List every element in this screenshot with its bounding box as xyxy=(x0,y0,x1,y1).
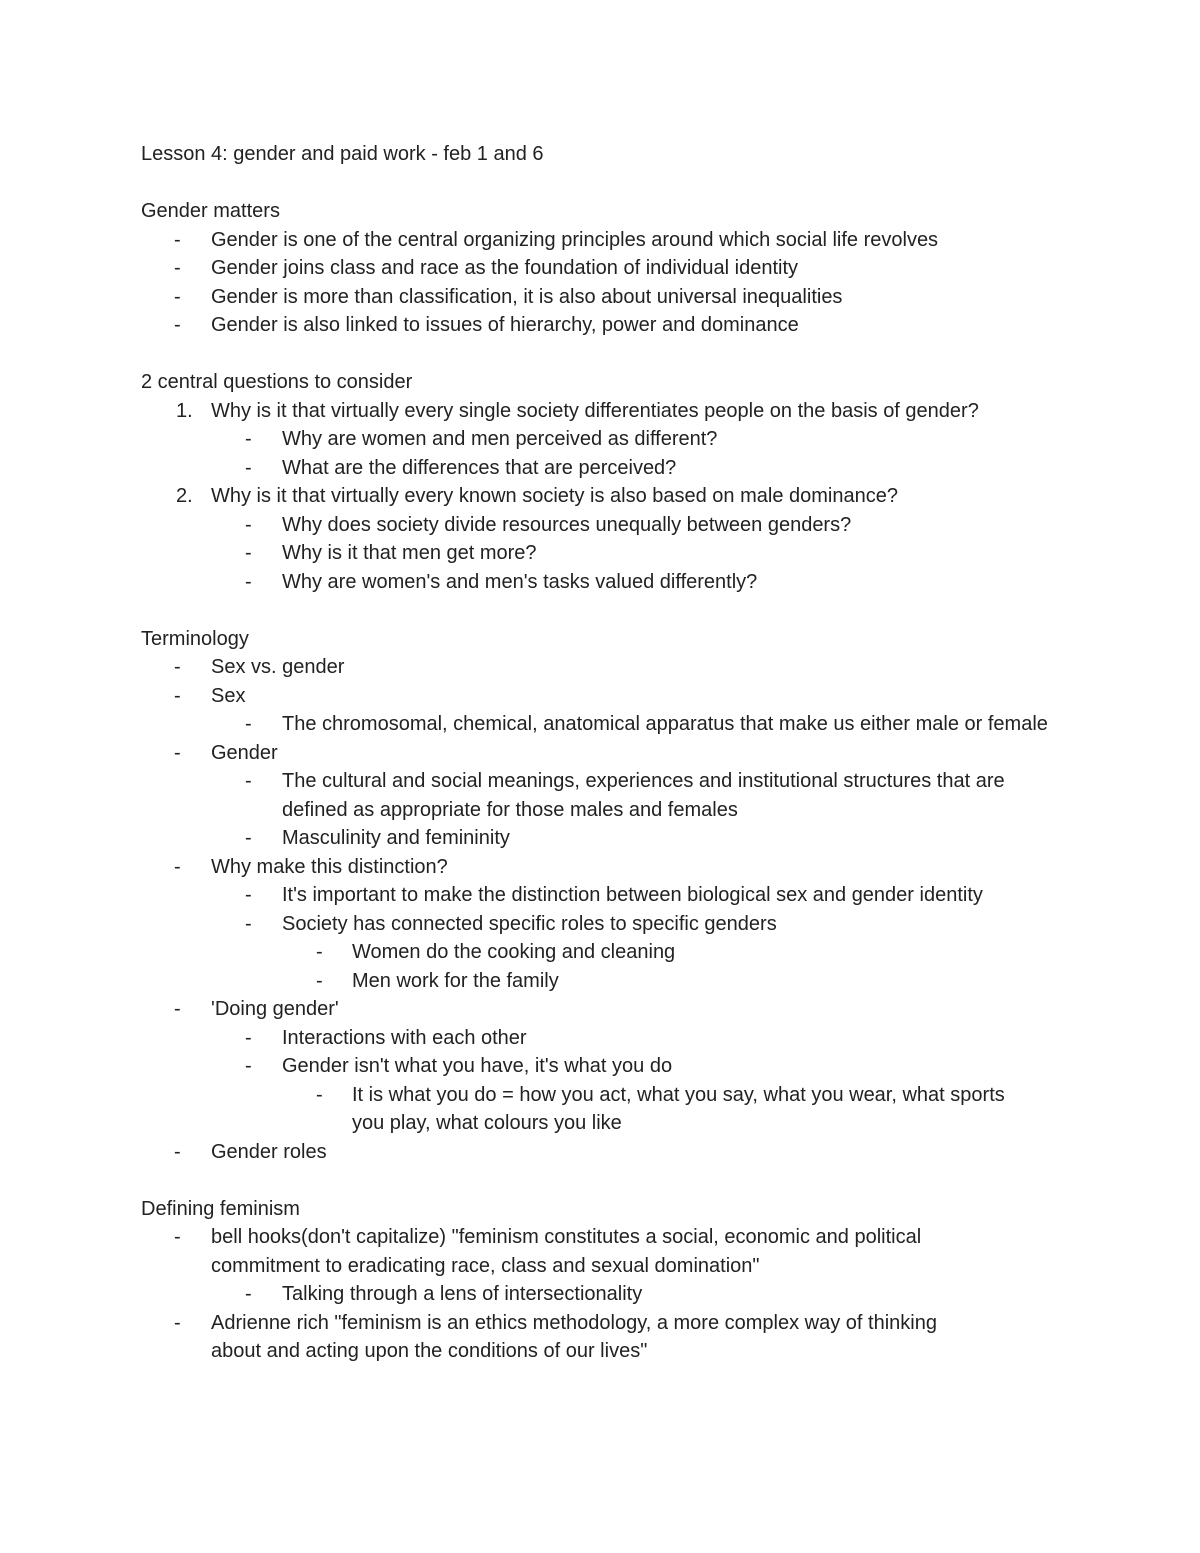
list-item: - Why does society divide resources unequally between genders? xyxy=(141,511,1071,540)
bullet-marker: - xyxy=(245,912,252,935)
bullet-marker: - xyxy=(245,542,252,564)
bullet-marker: - xyxy=(245,570,252,593)
numbered-item: 1. Why is it that virtually every single society differentiates people on the basis of gender? xyxy=(141,397,1071,426)
bullet-marker: - xyxy=(174,1311,181,1334)
bullet-marker: - xyxy=(174,257,181,279)
list-item: - Gender is one of the central organizing principles around which social life revolves xyxy=(141,226,1071,255)
bullet-marker: - xyxy=(316,1083,323,1106)
number-marker: 2. xyxy=(176,485,193,507)
list-item: - Men work for the family xyxy=(141,967,1071,996)
list-item: - The cultural and social meanings, experiences and institutional structures that are defined as appropriate for those males and females xyxy=(141,767,1071,824)
bullet-marker: - xyxy=(245,1055,252,1077)
document-content xyxy=(141,140,1071,1366)
list-item: - Gender isn't what you have, it's what you do xyxy=(141,1052,1071,1081)
list-item: - Gender is more than classification, it is also about universal inequalities xyxy=(141,283,1071,312)
bullet-marker: - xyxy=(174,1140,181,1163)
list-item: - Gender roles xyxy=(141,1138,1071,1167)
list-item: - Women do the cooking and cleaning xyxy=(141,938,1071,967)
number-marker: 1. xyxy=(176,399,193,422)
section-heading-defining-feminism: Defining feminism xyxy=(141,1197,300,1220)
list-item: - Gender xyxy=(141,739,1071,768)
list-item: - Talking through a lens of intersectionality xyxy=(141,1280,1071,1309)
bullet-marker: - xyxy=(174,1226,181,1248)
bullet-marker: - xyxy=(174,228,181,251)
list-item: - Why is it that men get more? xyxy=(141,539,1071,568)
list-item: - It is what you do = how you act, what you say, what you wear, what sports you play, what colours you like xyxy=(141,1081,1071,1138)
bullet-marker: - xyxy=(245,827,252,849)
list-item: - Gender is also linked to issues of hierarchy, power and dominance xyxy=(141,311,1071,340)
list-item: - Adrienne rich "feminism is an ethics methodology, a more complex way of thinking about and acting upon the conditions of our lives" xyxy=(141,1309,1071,1366)
list-item: - 'Doing gender' xyxy=(141,995,1071,1024)
list-item: - It's important to make the distinction between biological sex and gender identity xyxy=(141,881,1071,910)
bullet-marker: - xyxy=(174,998,181,1020)
page-title: Lesson 4: gender and paid work - feb 1 and 6 xyxy=(141,143,544,165)
section-heading-terminology: Terminology xyxy=(141,627,249,650)
bullet-marker: - xyxy=(174,855,181,878)
bullet-marker: - xyxy=(174,741,181,764)
bullet-marker: - xyxy=(245,513,252,536)
bullet-marker: - xyxy=(174,656,181,678)
bullet-marker: - xyxy=(316,969,323,992)
bullet-marker: - xyxy=(174,314,181,336)
list-item: - Gender joins class and race as the foundation of individual identity xyxy=(141,254,1071,283)
list-item: - Why are women's and men's tasks valued differently? xyxy=(141,568,1071,597)
list-item: - Why are women and men perceived as different? xyxy=(141,425,1071,454)
bullet-marker: - xyxy=(245,713,252,735)
bullet-marker: - xyxy=(174,684,181,707)
list-item: - Society has connected specific roles to specific genders xyxy=(141,910,1071,939)
bullet-marker: - xyxy=(316,941,323,963)
bullet-marker: - xyxy=(245,770,252,792)
section-heading-central-questions: 2 central questions to consider xyxy=(141,371,413,393)
list-item: - What are the differences that are perceived? xyxy=(141,454,1071,483)
list-item: - bell hooks(don't capitalize) "feminism constitutes a social, economic and political commitment to eradicating race, class and sexual domination" xyxy=(141,1223,1071,1280)
list-item: - Sex xyxy=(141,682,1071,711)
bullet-marker: - xyxy=(245,884,252,906)
bullet-marker: - xyxy=(245,1283,252,1305)
list-item: - The chromosomal, chemical, anatomical apparatus that make us either male or female xyxy=(141,710,1071,739)
numbered-item: 2. Why is it that virtually every known society is also based on male dominance? xyxy=(141,482,1071,511)
bullet-marker: - xyxy=(245,456,252,479)
list-item: - Why make this distinction? xyxy=(141,853,1071,882)
bullet-marker: - xyxy=(245,428,252,450)
list-item: - Interactions with each other xyxy=(141,1024,1071,1053)
bullet-marker: - xyxy=(245,1026,252,1049)
list-item: - Sex vs. gender xyxy=(141,653,1071,682)
section-heading-gender-matters: Gender matters xyxy=(141,200,280,222)
list-item: - Masculinity and femininity xyxy=(141,824,1071,853)
bullet-marker: - xyxy=(174,285,181,308)
